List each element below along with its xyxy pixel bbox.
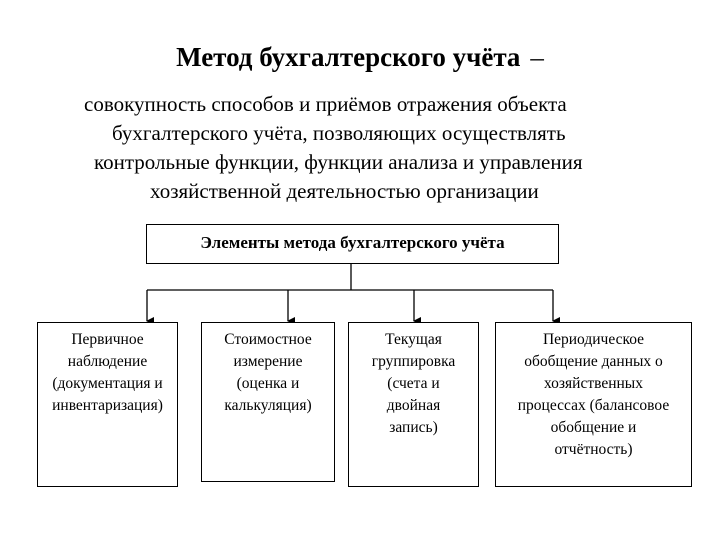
title-dash: – [530, 42, 544, 72]
definition-line: совокупность способов и приёмов отражения объекта [84, 92, 567, 116]
element-box-current-grouping [348, 322, 479, 487]
element-line: Текущая [385, 331, 442, 348]
definition-line: контрольные функции, функции анализа и управления [94, 150, 583, 174]
element-line: Периодическое [542, 331, 645, 348]
element-line: запись) [389, 419, 438, 436]
element-line: Первичное [71, 331, 144, 348]
element-line: двойная [386, 397, 441, 414]
element-line: инвентаризация) [52, 397, 163, 414]
element-line: калькуляция) [224, 397, 312, 414]
elements-header-label: Элементы метода бухгалтерского учёта [200, 233, 505, 252]
element-line: (счета и [387, 375, 440, 392]
element-line: наблюдение [67, 353, 148, 370]
element-line: измерение [233, 353, 303, 370]
definition-line: бухгалтерского учёта, позволяющих осуществлять [112, 121, 566, 145]
element-line: Стоимостное [224, 331, 312, 348]
element-box-periodic-summary [495, 322, 692, 487]
element-line: (оценка и [236, 375, 300, 392]
element-line: процессах (балансовое [517, 397, 670, 414]
element-line: обобщение данных о [524, 353, 663, 370]
element-box-cost-measurement [201, 322, 335, 482]
title-text: Метод бухгалтерского учёта [176, 42, 521, 72]
definition-line: хозяйственной деятельностью организации [150, 179, 539, 203]
element-line: обобщение и [550, 419, 637, 436]
element-box-primary-observation [37, 322, 178, 487]
element-line: хозяйственных [544, 375, 643, 392]
element-line: группировка [371, 353, 456, 370]
element-line: отчётность) [554, 441, 633, 458]
element-line: (документация и [52, 375, 163, 392]
elements-header-box [146, 224, 559, 264]
